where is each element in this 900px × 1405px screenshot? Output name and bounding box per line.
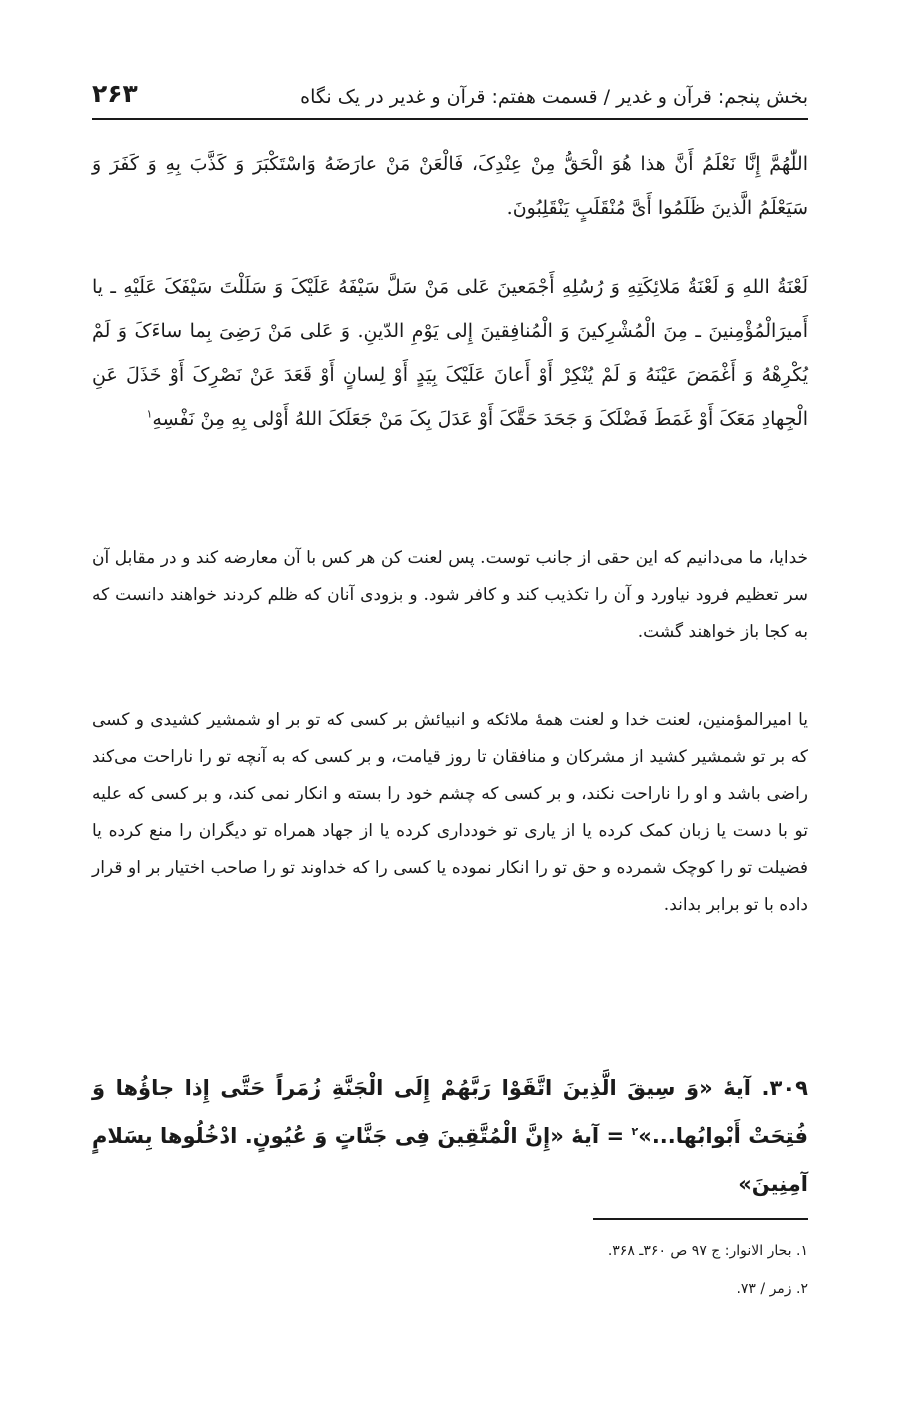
arabic-paragraph-2-text: لَعْنَةُ اللهِ وَ لَعْنَةُ مَلائِکَتِهِ وَ رُسُلِهِ أَجْمَعینَ عَلی مَنْ سَلَّ سَیْفَهُ عَلَیْکَ وَ سَلَلْتَ سَیْفَکَ عَلَیْهِ ـ یا أَمیرَالْمُؤْمِنینَ ـ مِنَ الْمُشْرِکینَ وَ الْمُنافِقینَ إِلی یَوْمِ الدّینِ. وَ عَلی مَنْ رَضِیَ بِما ساءَکَ وَ لَمْ یُکْرِهْهُ وَ أَغْمَضَ عَیْنَهُ وَ لَمْ یُنْکِرْ أَوْ أَعانَ عَلَیْکَ بِیَدٍ أَوْ لِسانٍ أَوْ قَعَدَ عَنْ نَصْرِکَ أَوْ خَذَلَ عَنِ الْجِهادِ مَعَکَ أَوْ غَمَطَ فَضْلَکَ وَ جَحَدَ حَقَّکَ أَوْ عَدَلَ بِکَ مَنْ جَعَلَکَ اللهُ أَوْلی بِهِ مِنْ نَفْسِهِ xyxy=(92,276,808,430)
footnote-1: ۱. بحار الانوار: ج ۹۷ ص ۳۶۰ـ ۳۶۸. xyxy=(607,1243,808,1259)
header-title: بخش پنجم: قرآن و غدیر / قسمت هفتم: قرآن و غدیر در یک نگاه xyxy=(300,86,808,108)
arabic-paragraph-1-text: اللّٰهُمَّ إِنَّا نَعْلَمُ أَنَّ هذا هُوَ الْحَقُّ مِنْ عِنْدِکَ، فَالْعَنْ مَنْ عارَضَهُ وَاسْتَکْبَرَ وَ کَذَّبَ بِهِ وَ کَفَرَ وَ سَیَعْلَمُ الَّذینَ ظَلَمُوا أَیَّ مُنْقَلَبٍ یَنْقَلِبُونَ. xyxy=(92,153,808,219)
running-header xyxy=(92,72,808,108)
persian-paragraph-1-text: خدایا، ما می‌دانیم که این حقی از جانب توست. پس لعنت کن هر کس با آن معارضه کند و در مقابل آن سر تعظیم فرود نیاورد و آن را تکذیب کند و کافر شود. و بزودی آنان که ظلم کردند خواهند دانست که به کجا باز خواهند گشت. xyxy=(92,548,808,642)
arabic-paragraph-1 xyxy=(92,142,808,230)
persian-paragraph-1 xyxy=(92,540,808,651)
footnote-marker-2: ۲ xyxy=(631,1125,639,1138)
header-rule xyxy=(92,118,808,120)
section-heading-main: ۳۰۹. آیهٔ «وَ سِیقَ الَّذِینَ اتَّقَوْا رَبَّهُمْ إِلَی الْجَنَّةِ زُمَراً حَتَّی إِذا جاؤُها وَ فُتِحَتْ أَبْوابُها...» xyxy=(92,1076,808,1148)
document-page xyxy=(92,0,808,1405)
footnote-2: ۲. زمر / ۷۳. xyxy=(736,1281,808,1297)
footnotes xyxy=(92,1232,808,1308)
section-heading-tail: = آیهٔ «إِنَّ الْمُتَّقِینَ فِی جَنَّاتٍ وَ عُیُونٍ. ادْخُلُوها بِسَلامٍ آمِنِینَ» xyxy=(92,1124,808,1196)
footnote-marker-1: ۱ xyxy=(146,407,153,421)
page-number: ۲۶۳ xyxy=(92,79,138,108)
arabic-paragraph-2 xyxy=(92,265,808,441)
persian-paragraph-2 xyxy=(92,702,808,924)
footnote-rule xyxy=(593,1218,808,1220)
section-heading xyxy=(92,1064,808,1208)
persian-paragraph-2-text: یا امیرالمؤمنین، لعنت خدا و لعنت همهٔ ملائکه و انبیائش بر کسی که تو بر او شمشیر کشیدی و کسی که بر تو شمشیر کشید از مشرکان و منافقان تا روز قیامت، و بر کسی که به آنچه تو را ناراحت می‌کند راضی باشد و او را ناراحت نکند، و بر کسی که چشم خود را بسته و انکار نمی کند، و بر کسی که علیه تو با دست یا زبان کمک کرده یا از یاری تو خودداری کرده یا از جهاد همراه تو دیگران را منع کرده یا فضیلت تو را کوچک شمرده و حق تو را انکار نموده یا کسی را که خداوند تو را صاحب اختیار بر او قرار داده با تو برابر بداند. xyxy=(92,710,808,915)
